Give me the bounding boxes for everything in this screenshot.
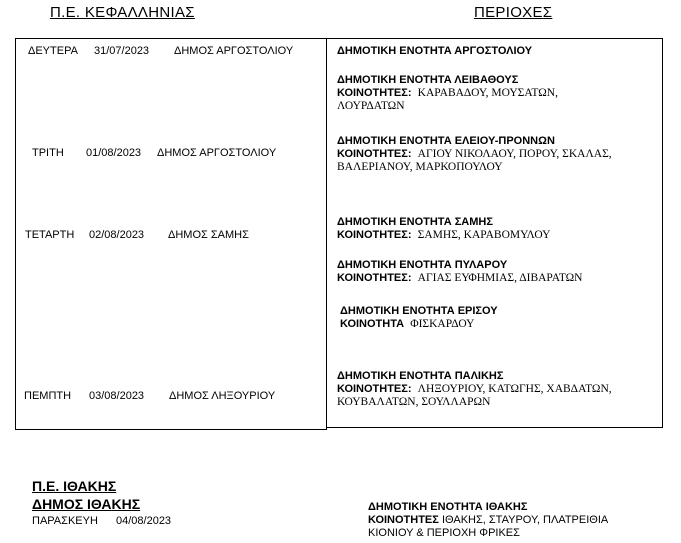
schedule-row [25,229,249,241]
schedule-row [28,45,293,57]
area-unit: ΔΗΜΟΤΙΚΗ ΕΝΟΤΗΤΑ ΠΑΛΙΚΗΣ [337,370,504,382]
schedule-date: 01/08/2023 [86,147,142,159]
area-block [337,216,550,242]
area-unit: ΔΗΜΟΤΙΚΗ ΕΝΟΤΗΤΑ ΣΑΜΗΣ [337,216,493,228]
ithaca-title: Π.Ε. ΙΘΑΚΗΣ [32,478,117,494]
area-communities: ΑΓΙΟΥ ΝΙΚΟΛΑΟΥ, ΠΟΡΟΥ, ΣΚΑΛΑΣ, [417,148,612,160]
schedule-date: 31/07/2023 [94,45,150,57]
area-block [337,45,532,58]
schedule-municipality: ΔΗΜΟΣ ΑΡΓΟΣΤΟΛΙΟΥ [157,147,277,159]
area-unit: ΔΗΜΟΤΙΚΗ ΕΝΟΤΗΤΑ ΕΛΕΙΟΥ-ΠΡΟΝΝΩΝ [337,135,555,147]
schedule-day: ΔΕΥΤΕΡΑ [28,45,78,57]
area-unit: ΔΗΜΟΤΙΚΗ ΕΝΟΤΗΤΑ ΠΥΛΑΡΟΥ [337,259,508,271]
area-block [337,135,612,174]
ithaca-municipality: ΔΗΜΟΣ ΙΘΑΚΗΣ [32,496,141,512]
area-label: ΚΟΙΝΟΤΗΤΕΣ: [337,148,412,160]
area-communities: ΣΑΜΗΣ, ΚΑΡΑΒΟΜΥΛΟΥ [417,229,551,241]
area-unit: ΔΗΜΟΤΙΚΗ ΕΝΟΤΗΤΑ ΕΡΙΣΟΥ [340,305,498,317]
schedule-day: ΠΕΜΠΤΗ [24,390,72,402]
areas-heading: ΠΕΡΙΟΧΕΣ [474,4,553,21]
area-communities-cont: ΚΟΥΒΑΛΑΤΩΝ, ΣΟΥΛΛΑΡΩΝ [337,396,491,408]
schedule-box [15,38,327,430]
schedule-municipality: ΔΗΜΟΣ ΣΑΜΗΣ [168,229,249,241]
schedule-date: 03/08/2023 [89,390,145,402]
ithaca-communities-cont: ΚΙΟΝΙΟΥ & ΠΕΡΙΟΧΗ ΦΡΙΚΕΣ [368,527,520,539]
schedule-row [32,147,276,159]
ithaca-communities: ΙΘΑΚΗΣ, ΣΤΑΥΡΟΥ, ΠΛΑΤΡΕΙΘΙΑ [441,514,609,526]
schedule-day: ΤΡΙΤΗ [32,147,64,159]
area-block [337,259,583,285]
area-communities-cont: ΒΑΛΕΡΙΑΝΟΥ, ΜΑΡΚΟΠΟΥΛΟΥ [337,161,503,173]
area-block [337,370,612,409]
region-heading-kefalonia: Π.Ε. ΚΕΦΑΛΛΗΝΙΑΣ [50,4,195,21]
ithaca-label: ΚΟΙΝΟΤΗΤΕΣ [368,514,439,526]
area-unit: ΔΗΜΟΤΙΚΗ ΕΝΟΤΗΤΑ ΑΡΓΟΣΤΟΛΙΟΥ [337,45,533,57]
area-block [337,74,558,113]
area-label: ΚΟΙΝΟΤΗΤΕΣ: [337,87,412,99]
area-label: ΚΟΙΝΟΤΗΤΕΣ: [337,229,412,241]
area-communities: ΛΗΞΟΥΡΙΟΥ, ΚΑΤΩΓΗΣ, ΧΑΒΔΑΤΩΝ, [417,383,612,395]
schedule-date: 02/08/2023 [89,229,145,241]
ithaca-schedule-row [32,515,171,527]
schedule-day: ΤΕΤΑΡΤΗ [25,229,75,241]
area-label: ΚΟΙΝΟΤΗΤΕΣ: [337,272,412,284]
area-unit: ΔΗΜΟΤΙΚΗ ΕΝΟΤΗΤΑ ΛΕΙΒΑΘΟΥΣ [337,74,519,86]
area-communities-cont: ΛΟΥΡΔΑΤΩΝ [337,100,405,112]
schedule-municipality: ΔΗΜΟΣ ΑΡΓΟΣΤΟΛΙΟΥ [174,45,294,57]
areas-box [326,38,663,428]
ithaca-date: 04/08/2023 [116,515,172,527]
area-communities: ΑΓΙΑΣ ΕΥΦΗΜΙΑΣ, ΔΙΒΑΡΑΤΩΝ [417,272,583,284]
area-label: ΚΟΙΝΟΤΗΤΕΣ: [337,383,412,395]
area-label: ΚΟΙΝΟΤΗΤΑ [340,318,405,330]
area-block [340,305,498,331]
schedule-row [24,390,275,402]
schedule-municipality: ΔΗΜΟΣ ΛΗΞΟΥΡΙΟΥ [169,390,276,402]
area-communities: ΦΙΣΚΑΡΔΟΥ [410,318,475,330]
ithaca-area-block [368,501,608,540]
ithaca-unit: ΔΗΜΟΤΙΚΗ ΕΝΟΤΗΤΑ ΙΘΑΚΗΣ [368,501,528,513]
ithaca-day: ΠΑΡΑΣΚΕΥΗ [32,515,98,527]
area-communities: ΚΑΡΑΒΑΔΟΥ, ΜΟΥΣΑΤΩΝ, [417,87,558,99]
